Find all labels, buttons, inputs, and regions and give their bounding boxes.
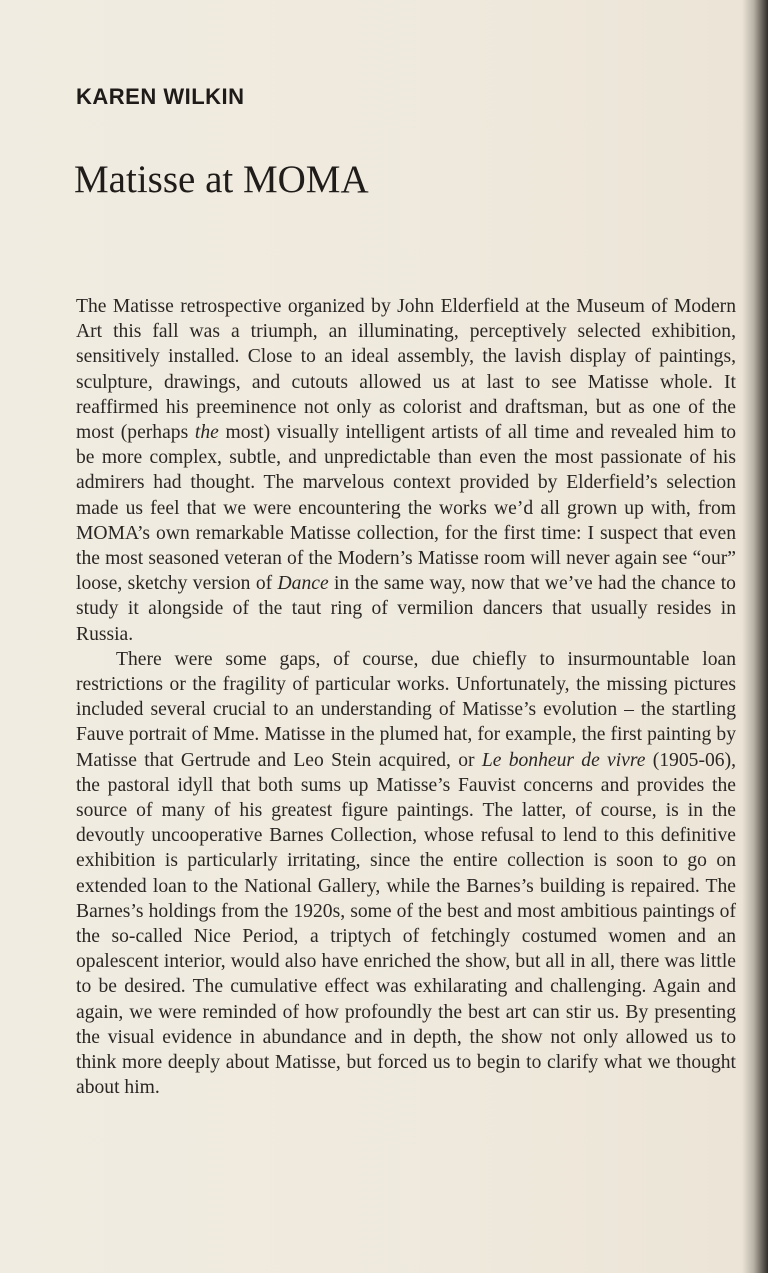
italic-text: the (194, 422, 219, 444)
page-spine-shadow (742, 0, 768, 1273)
paragraph-text: most) visually intelligent artists of all time and revealed him to be more complex, subtle, and unpredictable than even the most passionate of his admirers had thought. The marvelous context provided by Elderfield’s selection made us feel that we were encountering the works we’d all grown up with, from MOMA’s own remarkable Matisse collection, for the first time: I suspect that even the most seasoned veteran of the Modern’s Matisse room will never again see “our” loose, sketchy version of (76, 422, 736, 595)
article-body (76, 294, 736, 1101)
author-name: KAREN WILKIN (76, 84, 245, 109)
paragraph-text: The Matisse retrospective organized by John Elderfield at the Museum of Modern Art this fall was a triumph, an illuminating, perceptively selected exhibition, sensitively installed. Close to an ideal assembly, the lavish display of paintings, sculpture, drawings, and cutouts allowed us at last to see Matisse whole. It reaffirmed his preeminence not only as colorist and draftsman, but as one of the most (perhaps (76, 296, 736, 444)
paragraph (76, 647, 736, 1101)
paragraph (76, 294, 736, 647)
paragraph-text: in the same way, now that we’ve had the chance to study it alongside of the taut ring of vermilion dancers that usually resides in Russia. (76, 573, 736, 645)
italic-text: Le bonheur de vivre (481, 749, 646, 771)
paragraph-text: (1905-06), the pastoral idyll that both sums up Matisse’s Fauvist concerns and provides the source of many of his greatest figure paintings. The latter, of course, is in the devoutly uncooperative Barnes Collection, whose refusal to lend to this definitive exhibition is particularly irritating, since the entire collection is soon to go on extended loan to the National Gallery, while the Barnes’s building is repaired. The Barnes’s holdings from the 1920s, some of the best and most ambitious paintings of the so-called Nice Period, a triptych of fetchingly costumed women and an opalescent interior, would also have enriched the show, but all in all, there was little to be desired. The cumulative effect was exhilarating and challenging. Again and again, we were reminded of how profoundly the best art can stir us. By presenting the visual evidence in abundance and in depth, the show not only allowed us to think more deeply about Matisse, but forced us to begin to clarify what we thought about him. (76, 749, 736, 1099)
italic-text: Dance (277, 573, 329, 595)
article-title: Matisse at MOMA (74, 158, 369, 201)
paragraph-text: There were some gaps, of course, due chiefly to insurmountable loan restrictions or the fragility of particular works. Unfortunately, the missing pictures included several crucial to an understanding of Matisse’s evolution – the startling Fauve portrait of Mme. Matisse in the plumed hat, for example, the first painting by Matisse that Gertrude and Leo Stein acquired, or (76, 648, 736, 771)
